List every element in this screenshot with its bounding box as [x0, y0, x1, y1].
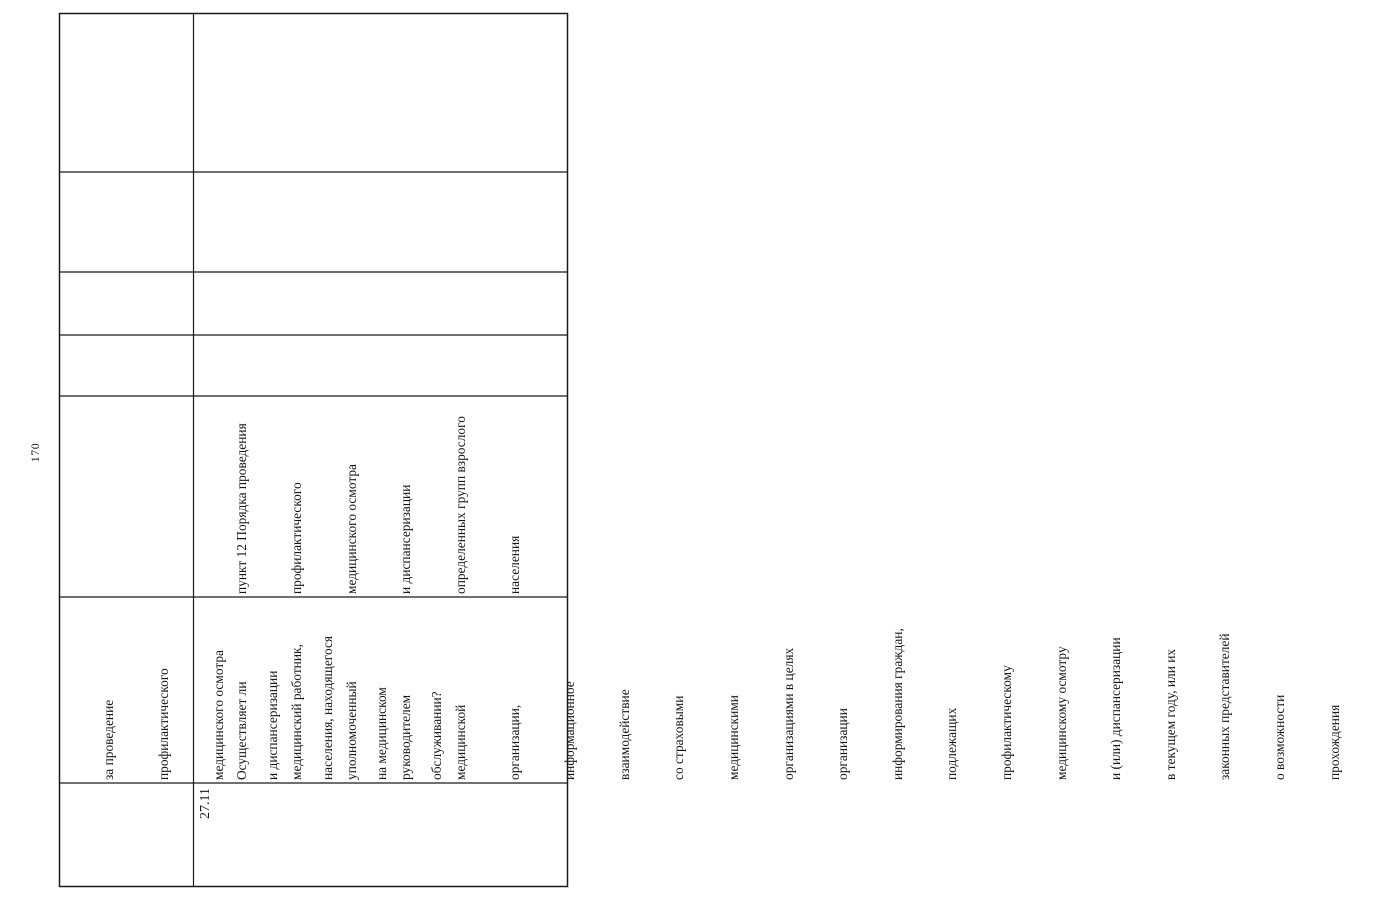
question-cell — [197, 628, 1380, 780]
question-line: информирования граждан, — [889, 628, 905, 780]
question-line: медицинский работник, — [289, 644, 305, 780]
question-line: за проведение — [101, 699, 117, 780]
question-line: прохождения — [1326, 704, 1342, 780]
question-line: взаимодействие — [616, 689, 632, 780]
question-line: руководителем — [398, 694, 414, 780]
question-line: медицинскому осмотру — [1053, 646, 1069, 780]
question-line: медицинскими — [725, 695, 741, 780]
question-line: на медицинском — [374, 687, 390, 780]
question-line: законных представителей — [1217, 633, 1233, 780]
question-line: организации — [835, 708, 851, 780]
reference-line: профилактического — [289, 482, 305, 594]
reference-line: пункт 12 Порядка проведения — [234, 423, 250, 594]
question-line: профилактического — [156, 668, 172, 780]
question-line: организациями в целях — [780, 647, 796, 780]
row-number: 27.11 — [198, 788, 213, 819]
question-line: организации, — [507, 704, 523, 780]
question-line: медицинской — [452, 704, 468, 780]
question-line: населения, находящегося — [319, 635, 335, 780]
reference-line: населения — [507, 535, 523, 594]
question-line: Осуществляет ли — [234, 681, 250, 780]
question-line: со страховыми — [671, 695, 687, 780]
question-line: информационное — [562, 681, 578, 780]
question-line: о возможности — [1271, 694, 1287, 780]
reference-cell — [197, 416, 561, 594]
question-line: профилактическому — [998, 665, 1014, 780]
question-line: обслуживании? — [429, 691, 445, 780]
question-line: в текущем году, или их — [1162, 648, 1178, 780]
question-line: подлежащих — [944, 707, 960, 780]
question-line: уполномоченный — [343, 681, 359, 780]
question-line: и диспансеризации — [265, 670, 281, 780]
reference-line: определенных групп взрослого — [452, 416, 468, 594]
question-line: медицинского осмотра — [210, 649, 226, 780]
reference-line: и диспансеризации — [398, 484, 414, 594]
question-line: и (или) диспансеризации — [1108, 637, 1124, 780]
page-number: 170 — [28, 442, 42, 463]
reference-line: медицинского осмотра — [343, 463, 359, 594]
